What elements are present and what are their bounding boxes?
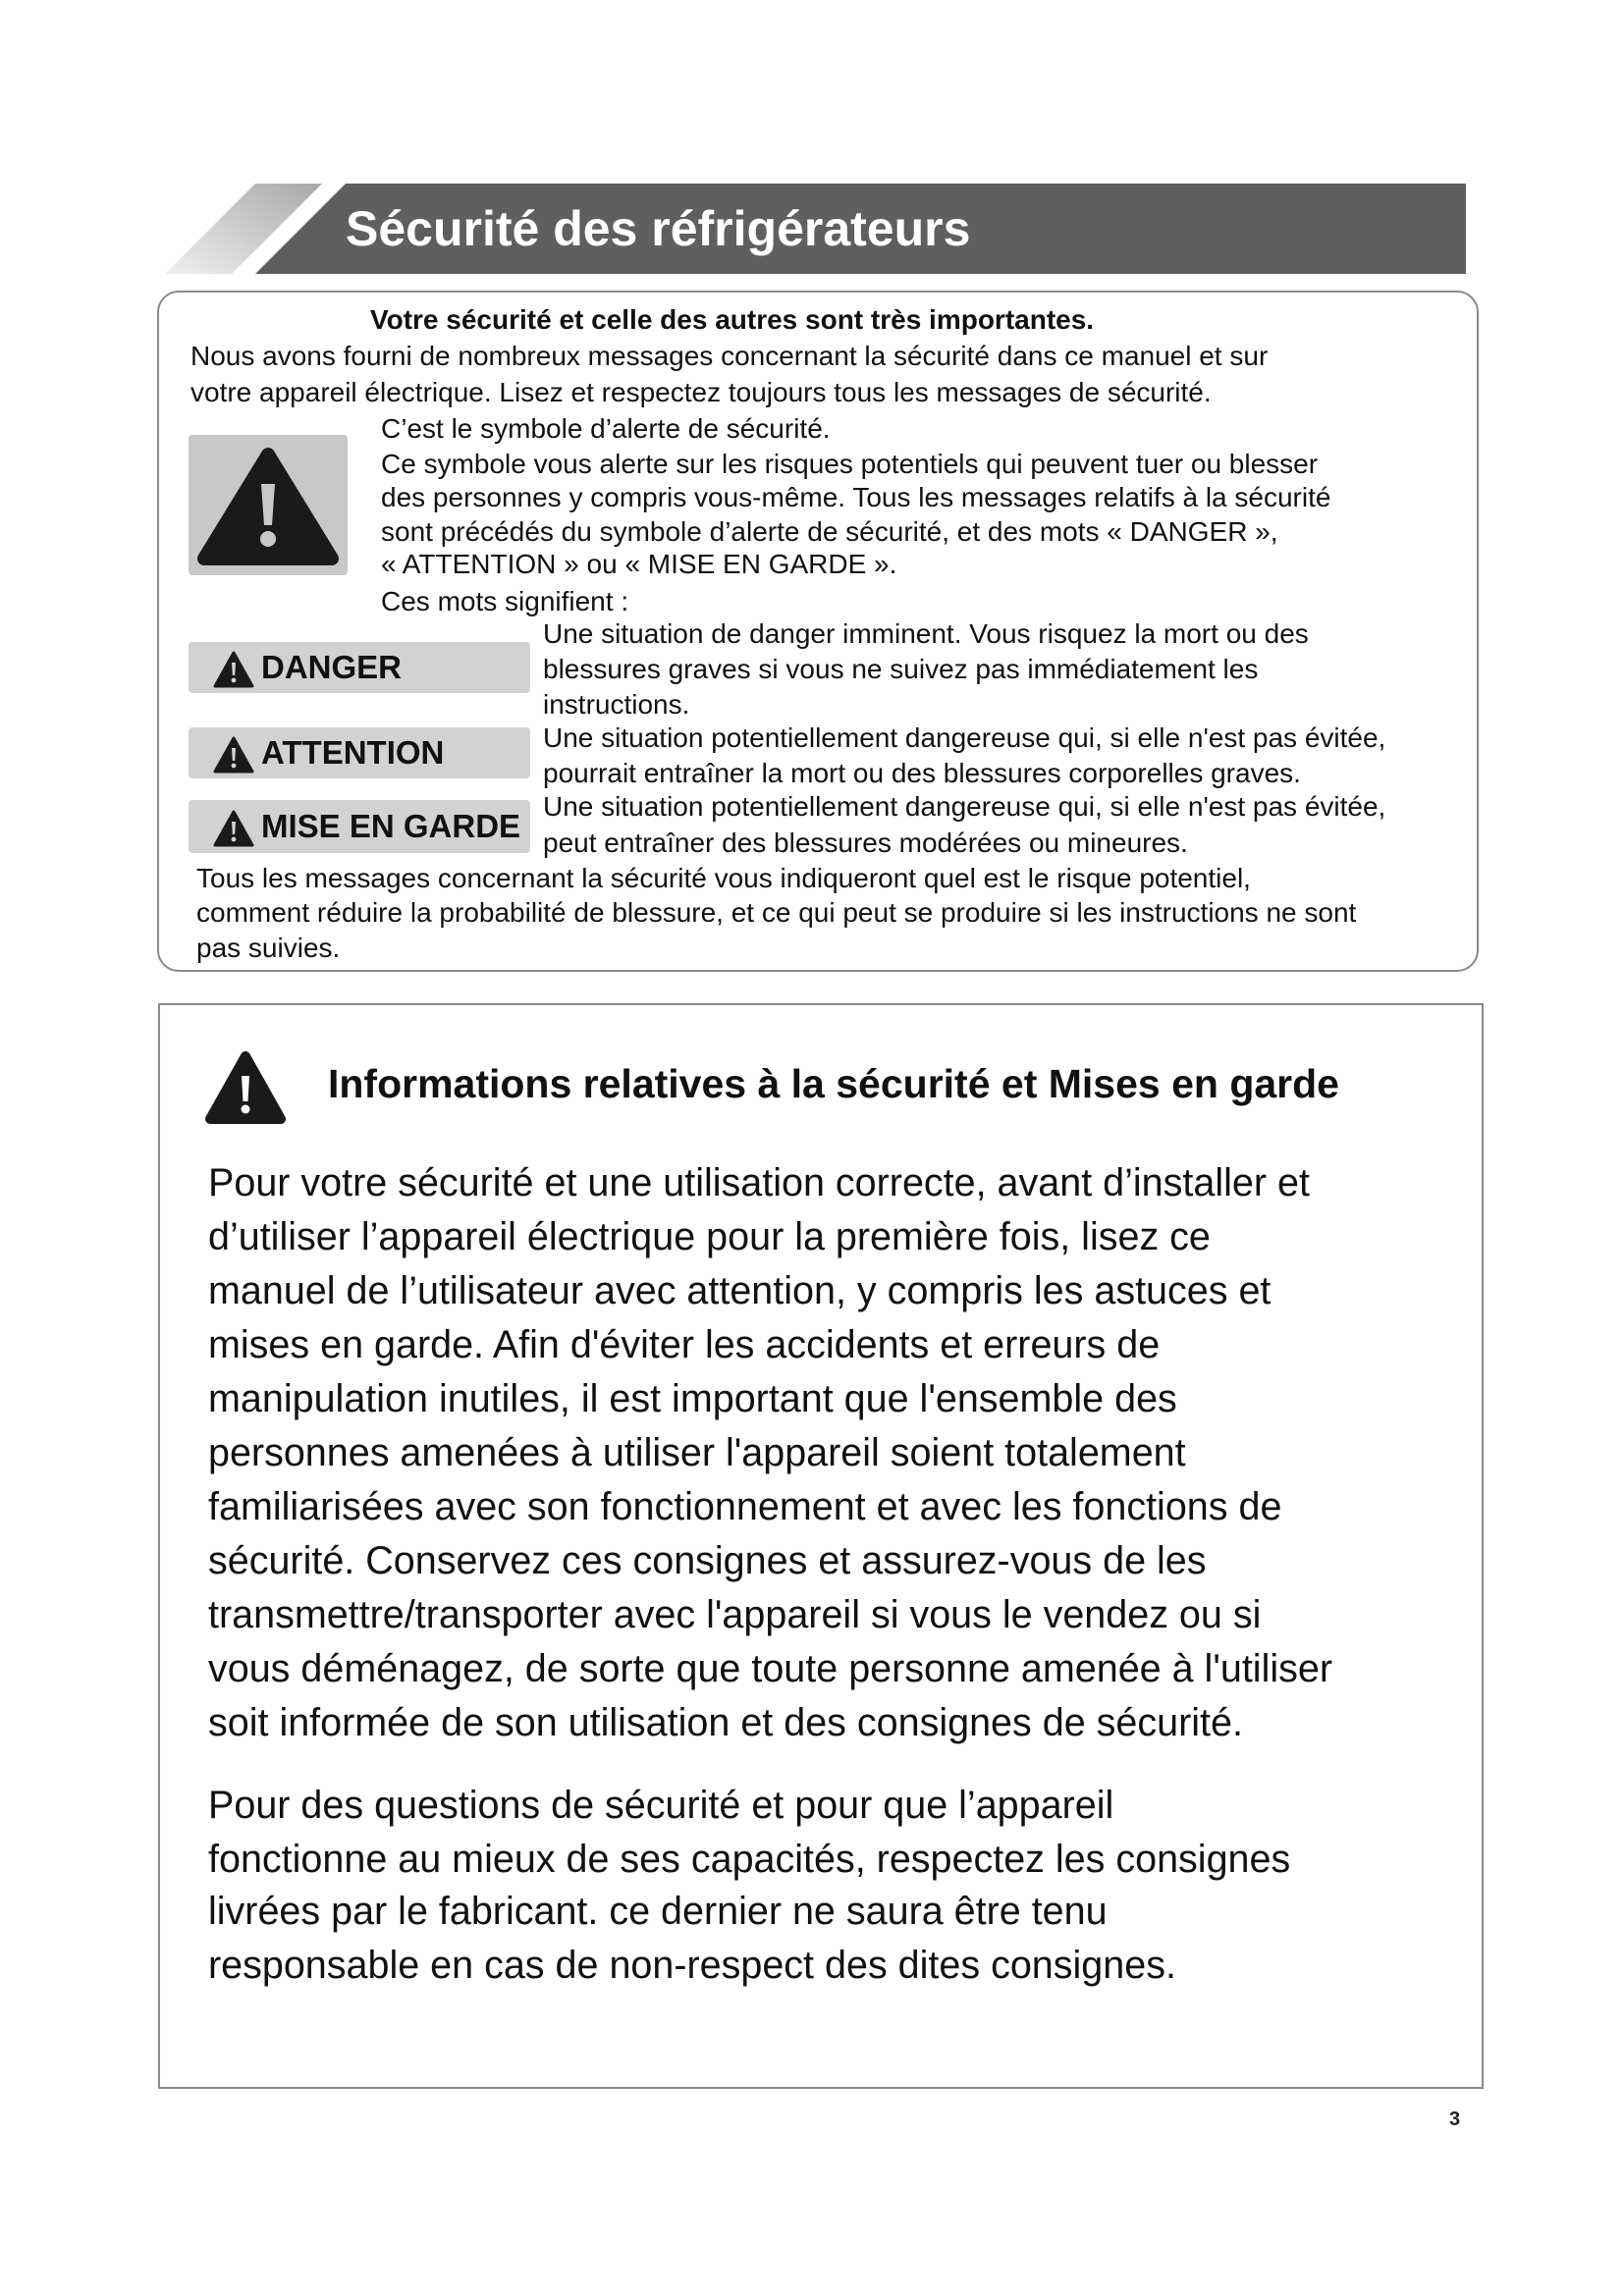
intro-line: votre appareil électrique. Lisez et respectez toujours tous les messages de sécurité. xyxy=(190,377,1212,407)
closing-line: Tous les messages concernant la sécurité vous indiqueront quel est le risque potentiel, xyxy=(196,863,1251,893)
info-paragraph-line: manipulation inutiles, il est important que l'ensemble des xyxy=(208,1377,1177,1420)
info-paragraph-line: d’utiliser l’appareil électrique pour la première fois, lisez ce xyxy=(208,1215,1211,1258)
attention-label-badge xyxy=(189,727,530,778)
alert-text-line: Ces mots signifient : xyxy=(381,586,629,616)
info-paragraph-line: livrées par le fabricant. ce dernier ne saura être tenu xyxy=(208,1890,1108,1933)
info-paragraph-line: familiarisées avec son fonctionnement et avec les fonctions de xyxy=(208,1485,1282,1528)
caution-label-badge xyxy=(189,800,530,853)
danger-description-line: Une situation de danger imminent. Vous risquez la mort ou des xyxy=(543,618,1309,649)
warning-triangle-icon xyxy=(212,735,255,774)
closing-line: comment réduire la probabilité de blessure, et ce qui peut se produire si les instructions ne sont xyxy=(196,897,1357,928)
alert-text-line: sont précédés du symbole d’alerte de sécurité, et des mots « DANGER », xyxy=(381,516,1278,547)
intro-heading: Votre sécurité et celle des autres sont très importantes. xyxy=(370,304,1095,335)
info-paragraph-line: Pour votre sécurité et une utilisation correcte, avant d’installer et xyxy=(208,1161,1310,1204)
alert-text-line: « ATTENTION » ou « MISE EN GARDE ». xyxy=(381,549,897,579)
info-paragraph-line: sécurité. Conservez ces consignes et assurez-vous de les xyxy=(208,1539,1207,1582)
info-paragraph-line: vous déménagez, de sorte que toute personne amenée à l'utiliser xyxy=(208,1647,1332,1690)
warning-triangle-icon xyxy=(212,809,255,848)
closing-line: pas suivies. xyxy=(196,933,341,963)
safety-alert-symbol xyxy=(189,435,348,575)
attention-label: ATTENTION xyxy=(261,734,445,771)
danger-description-line: instructions. xyxy=(543,689,690,720)
info-paragraph-line: fonctionne au mieux de ses capacités, respectez les consignes xyxy=(208,1838,1291,1881)
attention-description-line: pourrait entraîner la mort ou des blessures corporelles graves. xyxy=(543,758,1301,788)
info-paragraph-line: soit informée de son utilisation et des consignes de sécurité. xyxy=(208,1701,1243,1744)
info-paragraph-line: Pour des questions de sécurité et pour que l’appareil xyxy=(208,1784,1114,1827)
info-paragraph-line: manuel de l’utilisateur avec attention, y compris les astuces et xyxy=(208,1269,1272,1312)
alert-text-line: Ce symbole vous alerte sur les risques potentiels qui peuvent tuer ou blesser xyxy=(381,449,1319,479)
alert-text-line: des personnes y compris vous-même. Tous les messages relatifs à la sécurité xyxy=(381,482,1331,512)
intro-line: Nous avons fourni de nombreux messages concernant la sécurité dans ce manuel et sur xyxy=(190,341,1269,371)
info-paragraph-line: transmettre/transporter avec l'appareil si vous le vendez ou si xyxy=(208,1593,1262,1636)
danger-label-badge xyxy=(189,642,530,693)
warning-triangle-icon xyxy=(212,650,255,689)
info-paragraph-line: responsable en cas de non-respect des dites consignes. xyxy=(208,1944,1176,1987)
caution-description-line: Une situation potentiellement dangereuse qui, si elle n'est pas évitée, xyxy=(543,791,1386,822)
caution-label: MISE EN GARDE xyxy=(261,808,521,844)
warning-triangle-icon xyxy=(189,435,348,575)
section-banner xyxy=(165,184,1466,274)
warning-triangle-icon xyxy=(202,1048,289,1129)
attention-description-line: Une situation potentiellement dangereuse qui, si elle n'est pas évitée, xyxy=(543,722,1386,753)
caution-description-line: peut entraîner des blessures modérées ou mineures. xyxy=(543,828,1188,858)
info-paragraph-line: personnes amenées à utiliser l'appareil soient totalement xyxy=(208,1431,1186,1474)
danger-label: DANGER xyxy=(261,649,403,685)
danger-description-line: blessures graves si vous ne suivez pas immédiatement les xyxy=(543,654,1259,684)
page-title: Sécurité des réfrigérateurs xyxy=(346,201,971,256)
info-section-title: Informations relatives à la sécurité et Mises en garde xyxy=(328,1061,1339,1106)
info-paragraph-line: mises en garde. Afin d'éviter les accidents et erreurs de xyxy=(208,1323,1161,1366)
page-number: 3 xyxy=(1449,2109,1461,2130)
alert-text-line: C’est le symbole d’alerte de sécurité. xyxy=(381,413,831,444)
